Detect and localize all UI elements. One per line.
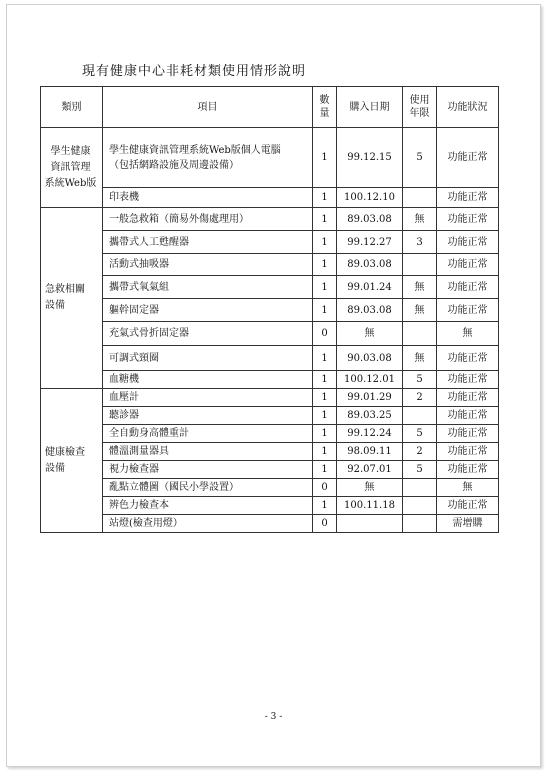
qty-cell: 1	[313, 346, 337, 371]
item-cell: 學生健康資訊管理系統Web版個人電腦 （包括網路設施及周邊設備）	[103, 128, 313, 188]
life-cell: 無	[403, 276, 437, 299]
table-row	[41, 497, 499, 515]
status-cell: 功能正常	[437, 346, 499, 371]
qty-cell: 1	[313, 389, 337, 407]
qty-cell: 0	[313, 479, 337, 497]
item-cell: 血壓計	[103, 389, 313, 407]
status-cell: 功能正常	[437, 188, 499, 208]
qty-cell: 1	[313, 188, 337, 208]
date-cell: 89.03.25	[337, 407, 403, 425]
table-row	[41, 276, 499, 299]
qty-cell: 0	[313, 322, 337, 346]
date-cell: 99.01.24	[337, 276, 403, 299]
header-qty: 數 量	[313, 87, 337, 128]
date-cell: 無	[337, 479, 403, 497]
table-row	[41, 128, 499, 188]
item-cell: 可調式頸圈	[103, 346, 313, 371]
table-row	[41, 479, 499, 497]
date-cell: 89.03.08	[337, 254, 403, 276]
date-cell: 92.07.01	[337, 461, 403, 479]
life-cell: 5	[403, 371, 437, 389]
life-cell	[403, 407, 437, 425]
page-title: 現有健康中心非耗材類使用情形說明	[82, 64, 307, 79]
category-cell: 急救相關 設備	[41, 208, 103, 389]
item-cell: 攜帶式氧氣組	[103, 276, 313, 299]
qty-cell: 1	[313, 276, 337, 299]
date-cell: 99.12.24	[337, 425, 403, 443]
status-cell: 功能正常	[437, 407, 499, 425]
item-cell: 視力檢查器	[103, 461, 313, 479]
date-cell: 99.12.15	[337, 128, 403, 188]
table-row	[41, 299, 499, 322]
status-cell: 功能正常	[437, 371, 499, 389]
qty-cell: 1	[313, 128, 337, 188]
life-cell	[403, 254, 437, 276]
item-cell: 站燈(檢查用燈）	[103, 515, 313, 533]
header-item: 項目	[103, 87, 313, 128]
life-cell	[403, 479, 437, 497]
item-cell: 體溫測量器具	[103, 443, 313, 461]
table-row	[41, 188, 499, 208]
header-category: 類別	[41, 87, 103, 128]
qty-cell: 1	[313, 231, 337, 254]
item-cell: 辨色力檢查本	[103, 497, 313, 515]
header-life: 使用 年限	[403, 87, 437, 128]
item-cell: 全自動身高體重計	[103, 425, 313, 443]
qty-cell: 1	[313, 443, 337, 461]
item-cell: 軀幹固定器	[103, 299, 313, 322]
status-cell: 功能正常	[437, 443, 499, 461]
status-cell: 無	[437, 322, 499, 346]
table-row	[41, 515, 499, 533]
life-cell: 2	[403, 389, 437, 407]
qty-cell: 1	[313, 425, 337, 443]
header-status: 功能狀況	[437, 87, 499, 128]
status-cell: 功能正常	[437, 299, 499, 322]
qty-cell: 1	[313, 208, 337, 231]
table-row	[41, 425, 499, 443]
item-cell: 攜帶式人工甦醒器	[103, 231, 313, 254]
life-cell: 無	[403, 299, 437, 322]
date-cell: 98.09.11	[337, 443, 403, 461]
equipment-table	[40, 86, 499, 533]
date-cell: 99.01.29	[337, 389, 403, 407]
item-cell: 血糖機	[103, 371, 313, 389]
life-cell	[403, 497, 437, 515]
status-cell: 功能正常	[437, 276, 499, 299]
life-cell: 5	[403, 461, 437, 479]
date-cell: 89.03.08	[337, 299, 403, 322]
table-row	[41, 231, 499, 254]
table-row	[41, 254, 499, 276]
status-cell: 功能正常	[437, 389, 499, 407]
status-cell: 功能正常	[437, 497, 499, 515]
life-cell: 無	[403, 208, 437, 231]
page-number: - 3 -	[264, 712, 283, 722]
life-cell	[403, 188, 437, 208]
date-cell: 90.03.08	[337, 346, 403, 371]
table-row	[41, 322, 499, 346]
life-cell: 5	[403, 128, 437, 188]
qty-cell: 1	[313, 497, 337, 515]
status-cell: 需增購	[437, 515, 499, 533]
life-cell	[403, 515, 437, 533]
qty-cell: 1	[313, 299, 337, 322]
qty-cell: 0	[313, 515, 337, 533]
date-cell: 99.12.27	[337, 231, 403, 254]
item-cell: 一般急救箱（簡易外傷處理用）	[103, 208, 313, 231]
table-row	[41, 461, 499, 479]
date-cell: 100.11.18	[337, 497, 403, 515]
status-cell: 功能正常	[437, 461, 499, 479]
qty-cell: 1	[313, 371, 337, 389]
life-cell: 5	[403, 425, 437, 443]
item-cell: 充氣式骨折固定器	[103, 322, 313, 346]
table-row	[41, 443, 499, 461]
table-row	[41, 407, 499, 425]
item-cell: 活動式抽吸器	[103, 254, 313, 276]
table-row	[41, 389, 499, 407]
item-cell: 印表機	[103, 188, 313, 208]
date-cell: 100.12.10	[337, 188, 403, 208]
status-cell: 功能正常	[437, 425, 499, 443]
item-cell: 聽診器	[103, 407, 313, 425]
status-cell: 功能正常	[437, 208, 499, 231]
category-cell: 健康檢查 設備	[41, 389, 103, 533]
header-date: 購入日期	[337, 87, 403, 128]
date-cell: 無	[337, 322, 403, 346]
qty-cell: 1	[313, 407, 337, 425]
status-cell: 功能正常	[437, 254, 499, 276]
date-cell	[337, 515, 403, 533]
qty-cell: 1	[313, 461, 337, 479]
status-cell: 功能正常	[437, 128, 499, 188]
table-row	[41, 346, 499, 371]
table-row	[41, 208, 499, 231]
status-cell: 無	[437, 479, 499, 497]
date-cell: 89.03.08	[337, 208, 403, 231]
table-row	[41, 371, 499, 389]
item-cell: 亂點立體圖（國民小學設置）	[103, 479, 313, 497]
life-cell: 2	[403, 443, 437, 461]
qty-cell: 1	[313, 254, 337, 276]
life-cell: 3	[403, 231, 437, 254]
status-cell: 功能正常	[437, 231, 499, 254]
life-cell: 無	[403, 346, 437, 371]
table-header-row	[41, 87, 499, 128]
category-cell: 學生健康 資訊管理 系統Web版	[41, 128, 103, 208]
date-cell: 100.12.01	[337, 371, 403, 389]
life-cell	[403, 322, 437, 346]
